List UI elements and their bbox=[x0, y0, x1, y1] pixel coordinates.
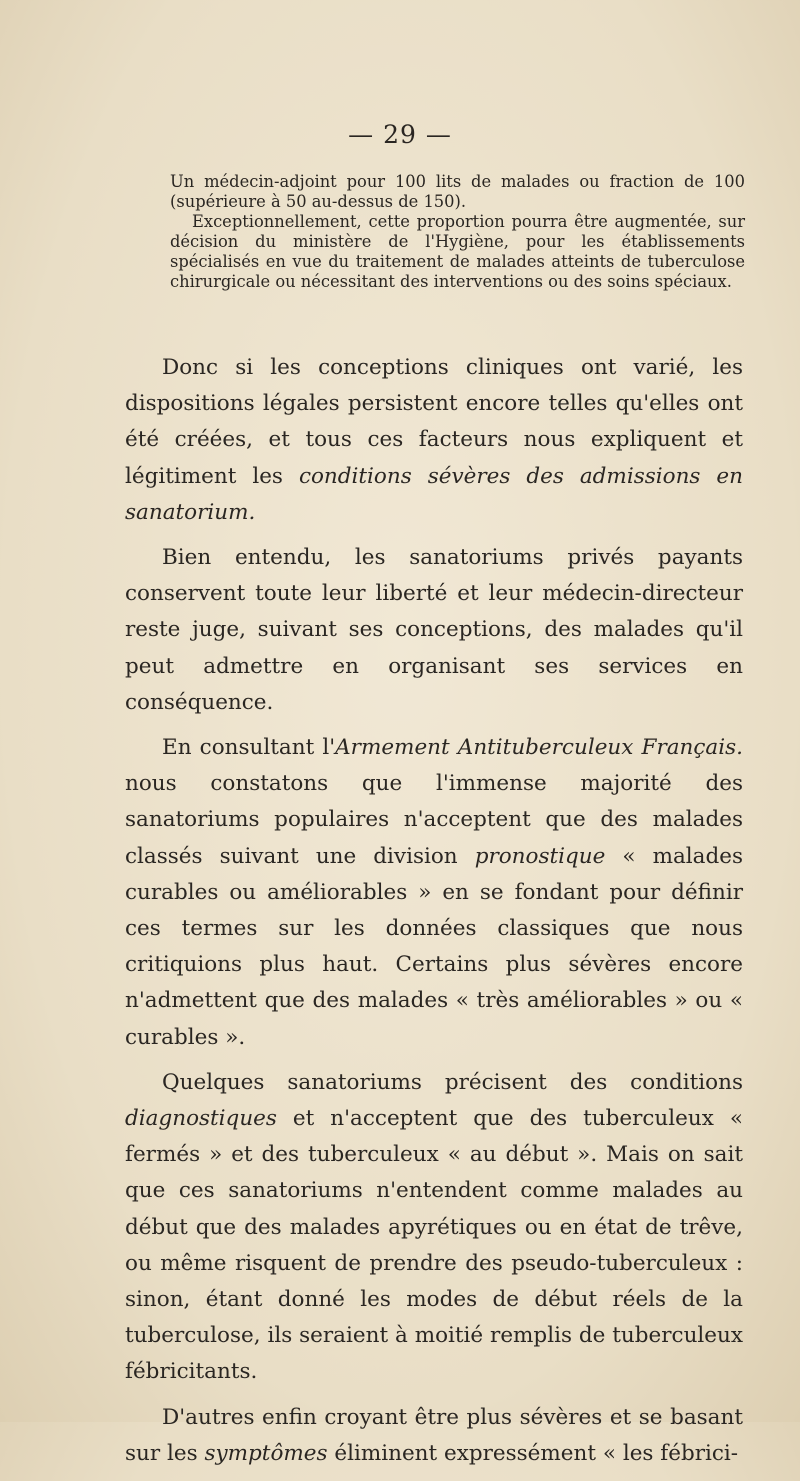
paragraph-text: Quelques sanatoriums précisent des conditions bbox=[162, 1069, 743, 1095]
paragraph-text: En consultant l' bbox=[162, 735, 336, 761]
quote-paragraph-2: Exceptionnellement, cette proportion pourra être augmentée, sur décision du ministère de l'Hygiène, pour les établissements spécialisés en vue du traitement de malades atteints de tuberculose chirurgicale ou nécessitant des interventions ou des soins spéciaux. bbox=[170, 212, 745, 291]
paragraph-text: Donc si les conceptions cliniques ont varié, les dispositions légales persistent encore telles qu'elles ont été créées, et tous ces facteurs nous expliquent et légitiment les bbox=[125, 355, 743, 489]
paragraph-text: D'autres enfin croyant être plus sévères et se basant sur les bbox=[125, 1404, 743, 1466]
paragraph-symptoms bbox=[125, 1400, 743, 1472]
italic-phrase: diagnostiques bbox=[125, 1106, 277, 1132]
body-text bbox=[125, 350, 743, 1481]
paragraph-private-sanatoriums: Bien entendu, les sanatoriums privés payants conservent toute leur liberté et leur médecin-directeur reste juge, suivant ses conceptions, des malades qu'il peut admettre en organisant ses services en conséquence. bbox=[125, 545, 743, 715]
paragraph-armement bbox=[125, 730, 743, 1056]
paragraph-text: nous constatons que l'immense majorité des sanatoriums populaires n'acceptent que des malades classés suivant une division bbox=[125, 771, 743, 869]
paragraph-conceptions bbox=[125, 350, 743, 531]
paragraph-text: et n'acceptent que des tuberculeux « fermés » et des tuberculeux « au début ». Mais on sait que ces sanatoriums n'entendent comme malades au début que des malades apyrétiques ou en état de trêve, ou même risquent de prendre des pseudo-tuberculeux : sinon, étant donné les modes de début réels de la tuberculose, ils seraient à moitié remplis de tuberculeux fébricitants. bbox=[125, 1106, 743, 1385]
italic-phrase: pronostique bbox=[474, 843, 606, 869]
page-number: — 29 — bbox=[348, 120, 452, 149]
italic-phrase: Armement Antituberculeux Français. bbox=[335, 735, 743, 761]
paragraph-text: « malades curables ou améliorables » en se fondant pour définir ces termes sur les données classiques que nous critiquions plus haut. Certains plus sévères encore n'admettent que des malades « très améliorables » ou « curables ». bbox=[125, 843, 743, 1050]
italic-phrase: symptômes bbox=[204, 1440, 328, 1466]
quote-paragraph-1: Un médecin-adjoint pour 100 lits de malades ou fraction de 100 (supérieure à 50 au-dessus de 150). bbox=[170, 172, 745, 211]
quoted-regulation bbox=[170, 172, 745, 292]
italic-phrase: conditions sévères des admissions en sanatorium. bbox=[125, 463, 744, 525]
paragraph-diagnostic-conditions bbox=[125, 1065, 743, 1391]
paragraph-text: éliminent expressément « les fébrici- bbox=[327, 1440, 739, 1466]
